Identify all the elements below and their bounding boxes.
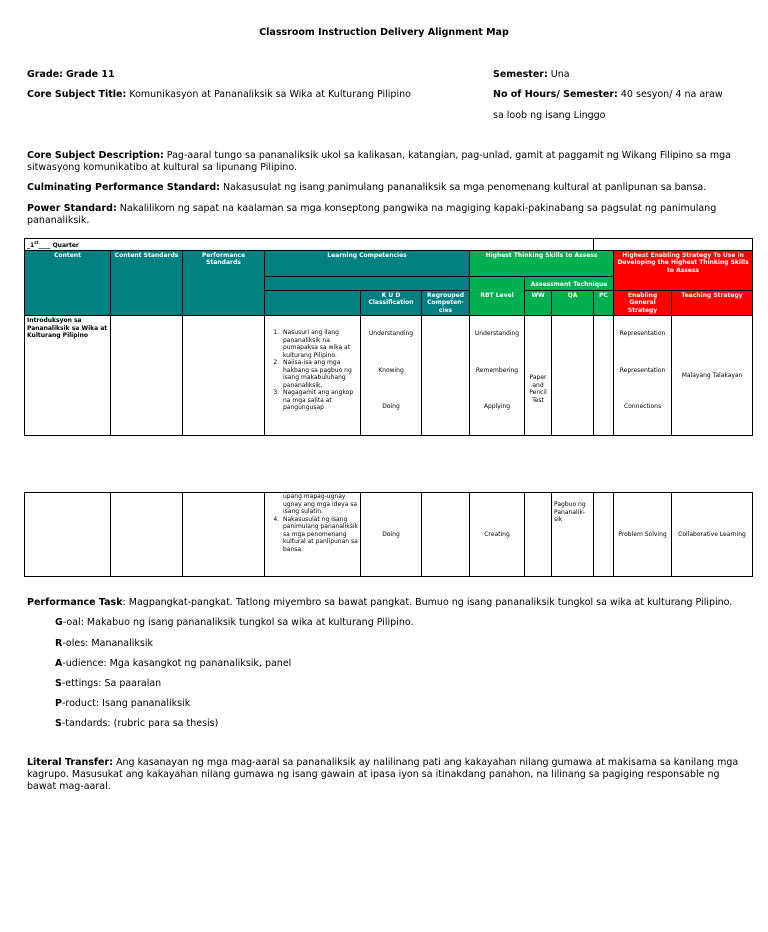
hours-value-line1: 40 sesyon/ 4 na araw — [620, 89, 723, 100]
enabling-cell — [614, 316, 672, 436]
semester-line — [493, 68, 570, 81]
header-teaching-strategy: Teaching Strategy — [672, 290, 753, 316]
pc-cell — [594, 316, 614, 436]
rbt-value: Understanding — [474, 330, 520, 337]
description-value: Pag-aaral tungo sa pananaliksik ukol sa kalikasan, katangian, pag-unlad, gamit at paggamit ng Wikang Filipino sa mga sitwasyong komunikatibo at kultural sa lipunang Pilipino. — [27, 150, 731, 173]
power-value: Nakalilikom ng sapat na kaalaman sa mga konseptong pangwika na magiging kapaki-pakinabang sa pagsulat ng panimulang pananaliksik. — [27, 203, 717, 226]
header-pc: PC — [594, 290, 614, 316]
document-title: Classroom Instruction Delivery Alignment Map — [259, 27, 509, 38]
content-standards-cell — [111, 493, 183, 577]
grasps-roles: R-oles: Mananaliksik — [55, 638, 153, 649]
header-learning-competencies: Learning Competencies — [265, 250, 470, 276]
enabling-value: Connections — [624, 403, 662, 410]
teaching-strategy-cell: Malayang Talakayan — [672, 316, 753, 436]
header-performance-standards: Performance Standards — [183, 250, 265, 316]
pc-cell — [594, 493, 614, 577]
performance-task-value: Magpangkat-pangkat. Tatlong miyembro sa bawat pangkat. Bumuo ng isang pananaliksik tungkol sa wika at kulturang Pilipino. — [128, 597, 733, 608]
description-label: Core Subject Description: — [27, 150, 164, 161]
competency-item: 4. Nakasusulat ng isang panimulang pananaliksik sa mga penomenang kultural at panlipunan sa bansa. — [281, 516, 358, 554]
kud-value: Knowing — [378, 366, 404, 374]
content-standards-cell — [111, 316, 183, 436]
content-cell — [25, 493, 111, 577]
qa-cell: Pagbuo ng Pananalik-sik — [552, 493, 594, 577]
literal-transfer-label: Literal Transfer: — [27, 757, 113, 768]
header-enabling-general: Enabling General Strategy — [614, 290, 672, 316]
grasps-standards: S-tandards: (rubric para sa thesis) — [55, 718, 219, 729]
header-content-standards: Content Standards — [111, 250, 183, 316]
header-highest-enabling: Highest Enabling Strategy To Use in Developing the Highest Thinking Skills to Assess — [614, 250, 753, 290]
rbt-cell — [470, 316, 525, 436]
grasps-goal: G-oal: Makabuo ng isang pananaliksik tungkol sa wika at kulturang Pilipino. — [55, 617, 414, 628]
rbt-value: Applying — [483, 403, 511, 410]
ww-cell: Paper and Pencil Test — [525, 316, 552, 436]
performance-task: Performance Task: Magpangkat-pangkat. Tatlong miyembro sa bawat pangkat. Bumuo ng isang pananaliksik tungkol sa wika at kulturang Pilipino. — [27, 597, 733, 608]
header-rbt-level: RBT Level — [470, 276, 525, 316]
power-label: Power Standard: — [27, 203, 117, 214]
grade-label: Grade: — [27, 69, 63, 80]
core-subject-title-label: Core Subject Title: — [27, 89, 127, 100]
core-subject-title-line — [27, 88, 411, 101]
semester-value: Una — [550, 69, 570, 80]
competencies-cell — [265, 493, 361, 577]
hours-value-line2: sa loob ng isang Linggo — [493, 110, 606, 121]
teaching-strategy-cell: Collaborative Learning — [672, 493, 753, 577]
literal-transfer-value: Ang kasanayan ng mga mag-aaral sa pananaliksik ay nalilinang pati ang kakayahan nilang gumawa at makisama sa kanilang mga kagrupo. Masusukat ang kakayahan nilang gumawa ng isang gawain at ipasa iyon sa itinakdang panahon, na lilinang sa pagiging responsable ng bawat mag-aaral. — [27, 757, 739, 792]
culminating-label: Culminating Performance Standard: — [27, 182, 220, 193]
header-ww: WW — [525, 290, 552, 316]
header-kud: K U D Classification — [361, 290, 422, 316]
grasps-settings: S-ettings: Sa paaralan — [55, 678, 162, 689]
hours-line — [493, 88, 723, 101]
culminating-standard — [27, 182, 739, 194]
enabling-cell: Problem Solving — [614, 493, 672, 577]
header-regrouped: Regrouped Competen-cies — [422, 290, 470, 316]
kud-value: Understanding — [368, 330, 414, 337]
hours-label: No of Hours/ Semester: — [493, 89, 618, 100]
regrouped-cell — [422, 493, 470, 577]
grade-line — [27, 68, 115, 81]
quarter-label: _1st____ Quarter — [25, 239, 594, 251]
qa-cell — [552, 316, 594, 436]
grade-value: Grade 11 — [65, 69, 115, 80]
competencies-cell — [265, 316, 361, 436]
rbt-cell: Creating — [470, 493, 525, 577]
rbt-value: Remembering — [475, 366, 519, 374]
literal-transfer — [27, 757, 739, 793]
competency-item: 1. Nasusuri ang ilang pananaliksik na pumapaksa sa wika at kulturang Pilipino. — [281, 329, 358, 359]
kud-cell — [361, 316, 422, 436]
core-subject-description — [27, 150, 739, 174]
header-content: Content — [25, 250, 111, 316]
culminating-value: Nakasusulat ng isang panimulang pananaliksik sa mga penomenang kultural at panlipunan sa bansa. — [222, 182, 707, 193]
performance-task-label: Performance Task — [27, 597, 123, 608]
grasps-audience: A-udience: Mga kasangkot ng pananaliksik, panel — [55, 658, 292, 669]
kud-value: Doing — [382, 403, 400, 410]
regrouped-cell — [422, 316, 470, 436]
competency-item: 3. Nagagamit ang angkop na mga salita at pangungusap — [281, 389, 358, 412]
grasps-product: P-roduct: Isang pananaliksik — [55, 698, 191, 709]
header-highest-thinking: Highest Thinking Skills to Assess — [470, 250, 614, 276]
kud-cell: Doing — [361, 493, 422, 577]
alignment-table-2 — [24, 492, 753, 577]
semester-label: Semester: — [493, 69, 548, 80]
power-standard — [27, 203, 739, 227]
ww-cell — [525, 493, 552, 577]
core-subject-title-value: Komunikasyon at Pananaliksik sa Wika at Kulturang Pilipino — [129, 89, 411, 100]
header-assessment-technique: Assessment Technique — [525, 276, 614, 290]
alignment-table-1 — [24, 238, 753, 436]
competency-item: 2. Naiisa-isa ang mga hakbang sa pagbuo ng isang makabuluhang pananaliksik, — [281, 359, 358, 389]
performance-standards-cell — [183, 316, 265, 436]
competency-continuation: upang mapag-ugnay ugnay ang mga ideya sa isang sulatin. — [283, 493, 358, 515]
enabling-value: Representation — [619, 366, 666, 374]
enabling-value: Representation — [619, 330, 666, 337]
performance-standards-cell — [183, 493, 265, 577]
content-cell: Introduksyon sa Pananaliksik sa Wika at Kulturang Pilipino — [25, 316, 111, 436]
header-qa: QA — [552, 290, 594, 316]
